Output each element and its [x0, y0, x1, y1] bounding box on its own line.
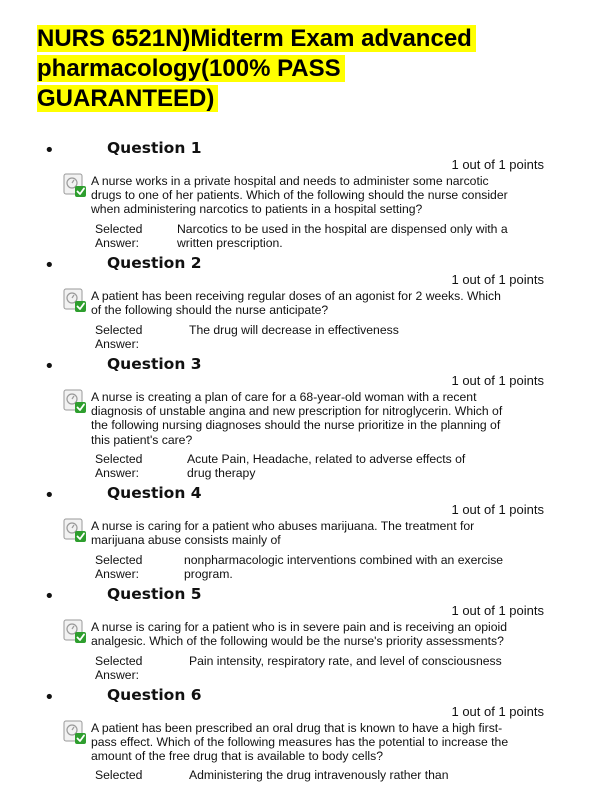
question-text: A nurse is caring for a patient who abuses marijuana. The treatment for marijuana abuse consists mainly of: [91, 519, 475, 548]
question-title: Question 5: [107, 585, 202, 603]
selected-answer-label: Selected: [95, 768, 143, 782]
correct-answer-icon: [62, 618, 88, 644]
selected-answer-label: Selected Answer:: [95, 323, 143, 352]
selected-answer-text: Acute Pain, Headache, related to adverse effects of drug therapy: [187, 452, 466, 481]
question-title: Question 1: [107, 139, 202, 157]
question-text: A patient has been receiving regular doses of an agonist for 2 weeks. Which of the following should the nurse anticipate?: [91, 289, 501, 318]
document-title: NURS 6521N)Midterm Exam advanced pharmacology(100% PASS GUARANTEED): [37, 24, 527, 114]
selected-answer-text: Administering the drug intravenously rather than: [189, 768, 449, 782]
question-text: A nurse is caring for a patient who is in severe pain and is receiving an opioid analgesic. Which of the following would be the nurse's priority assessments?: [91, 620, 507, 649]
question-points: 1 out of 1 points: [451, 157, 544, 172]
selected-answer-text: Pain intensity, respiratory rate, and level of consciousness: [189, 654, 502, 668]
question-points: 1 out of 1 points: [451, 502, 544, 517]
selected-answer-text: The drug will decrease in effectiveness: [189, 323, 399, 337]
question-title: Question 3: [107, 355, 202, 373]
question-points: 1 out of 1 points: [451, 603, 544, 618]
question-text: A nurse works in a private hospital and needs to administer some narcotic drugs to one of her patients. Which of the following should the nurse consider when administering narcotics to patients in a hospital setting?: [91, 174, 508, 217]
selected-answer-label: Selected Answer:: [95, 452, 143, 481]
selected-answer-text: nonpharmacologic interventions combined with an exercise program.: [184, 553, 504, 582]
question-points: 1 out of 1 points: [451, 373, 544, 388]
bullet: •: [44, 356, 55, 377]
question-text: A patient has been prescribed an oral drug that is known to have a high first-pass effect. Which of the following measures has the potential to increase the amount of the free drug that is available to body cells?: [91, 721, 509, 764]
question-text: A nurse is creating a plan of care for a 68-year-old woman with a recent diagnosis of unstable angina and new prescription for nitroglycerin. Which of the following nursing diagnoses should the nurse prioritize in the planning of this patient's care?: [91, 390, 503, 447]
bullet: •: [44, 140, 55, 161]
question-title: Question 2: [107, 254, 202, 272]
bullet: •: [44, 586, 55, 607]
correct-answer-icon: [62, 172, 88, 198]
bullet: •: [44, 687, 55, 708]
bullet: •: [44, 255, 55, 276]
question-title: Question 6: [107, 686, 202, 704]
question-points: 1 out of 1 points: [451, 704, 544, 719]
correct-answer-icon: [62, 517, 88, 543]
selected-answer-text: Narcotics to be used in the hospital are dispensed only with a written prescription.: [177, 222, 508, 251]
selected-answer-label: Selected Answer:: [95, 654, 143, 683]
correct-answer-icon: [62, 388, 88, 414]
bullet: •: [44, 485, 55, 506]
correct-answer-icon: [62, 287, 88, 313]
selected-answer-label: Selected Answer:: [95, 553, 143, 582]
correct-answer-icon: [62, 719, 88, 745]
selected-answer-label: Selected Answer:: [95, 222, 143, 251]
question-title: Question 4: [107, 484, 202, 502]
question-points: 1 out of 1 points: [451, 272, 544, 287]
